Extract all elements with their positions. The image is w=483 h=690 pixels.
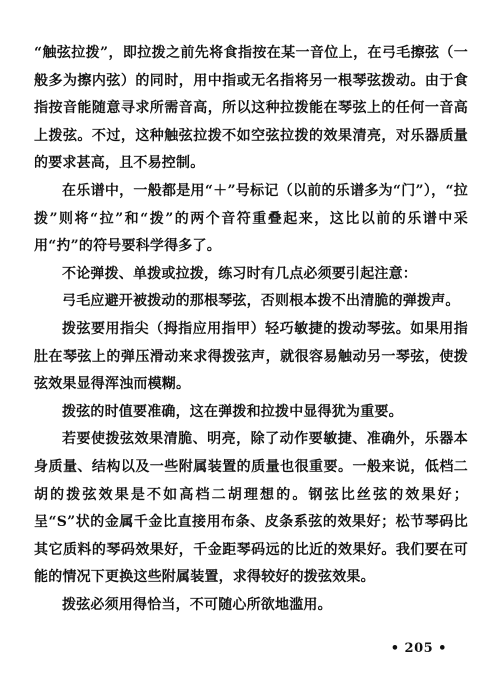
paragraph-bow-avoid-string: 弓毛应避开被拨动的那根琴弦，否则根本拨不出清脆的弹拨声。	[62, 293, 460, 310]
page-number: • 205 •	[390, 641, 447, 656]
paragraph-practice-notes: 不论弹拨、单拨或拉拨，练习时有几点必须要引起注意：	[62, 265, 417, 282]
paragraph-use-appropriately: 拨弦必须用得恰当，不可随心所欲地滥用。	[62, 596, 332, 613]
paragraph-fingertip-pluck: 拨弦要用指尖（拇指应用指甲）轻巧敏捷的拨动琴弦。如果用指肚在琴弦上的弹压滑动来求得拨弦声，就很容易触动另一琴弦，使拨弦效果显得浑浊而模糊。	[34, 320, 468, 393]
paragraph-timing: 拨弦的时值要准确，这在弹拨和拉拨中显得犹为重要。	[62, 403, 403, 420]
paragraph-touch-string-pluck: “触弦拉拨”，即拉拨之前先将食指按在某一音位上，在弓毛擦弦（一般多为擦内弦）的同时，用中指或无名指将另一根琴弦拨动。由于食指按音能随意寻求所需音高，所以这种拉拨能在琴弦上的任何一音高上拨弦。不过，这种触弦拉拨不如空弦拉拨的效果清亮，对乐器质量的要求甚高，且不易控制。	[34, 45, 468, 172]
paragraph-instrument-quality: 若要使拨弦效果清脆、明亮，除了动作要敏捷、准确外，乐器本身质量、结构以及一些附属装置的质量也很重要。一般来说，低档二胡的拨弦效果是不如高档二胡理想的。钢弦比丝弦的效果好；呈“S”状的金属千金比直接用布条、皮条系弦的效果好；松节琴码比其它质料的琴码效果好，千金距琴码远的比近的效果好。我们要在可能的情况下更换这些附属装置，求得较好的拨弦效果。	[34, 431, 468, 586]
paragraph-notation: 在乐谱中，一般都是用“＋”号标记（以前的乐谱多为“门”），“拉拨”则将“拉”和“拨”的两个音符重叠起来，这比以前的乐谱中采用“扚”的符号要科学得多了。	[34, 182, 468, 255]
body-text	[34, 40, 468, 619]
